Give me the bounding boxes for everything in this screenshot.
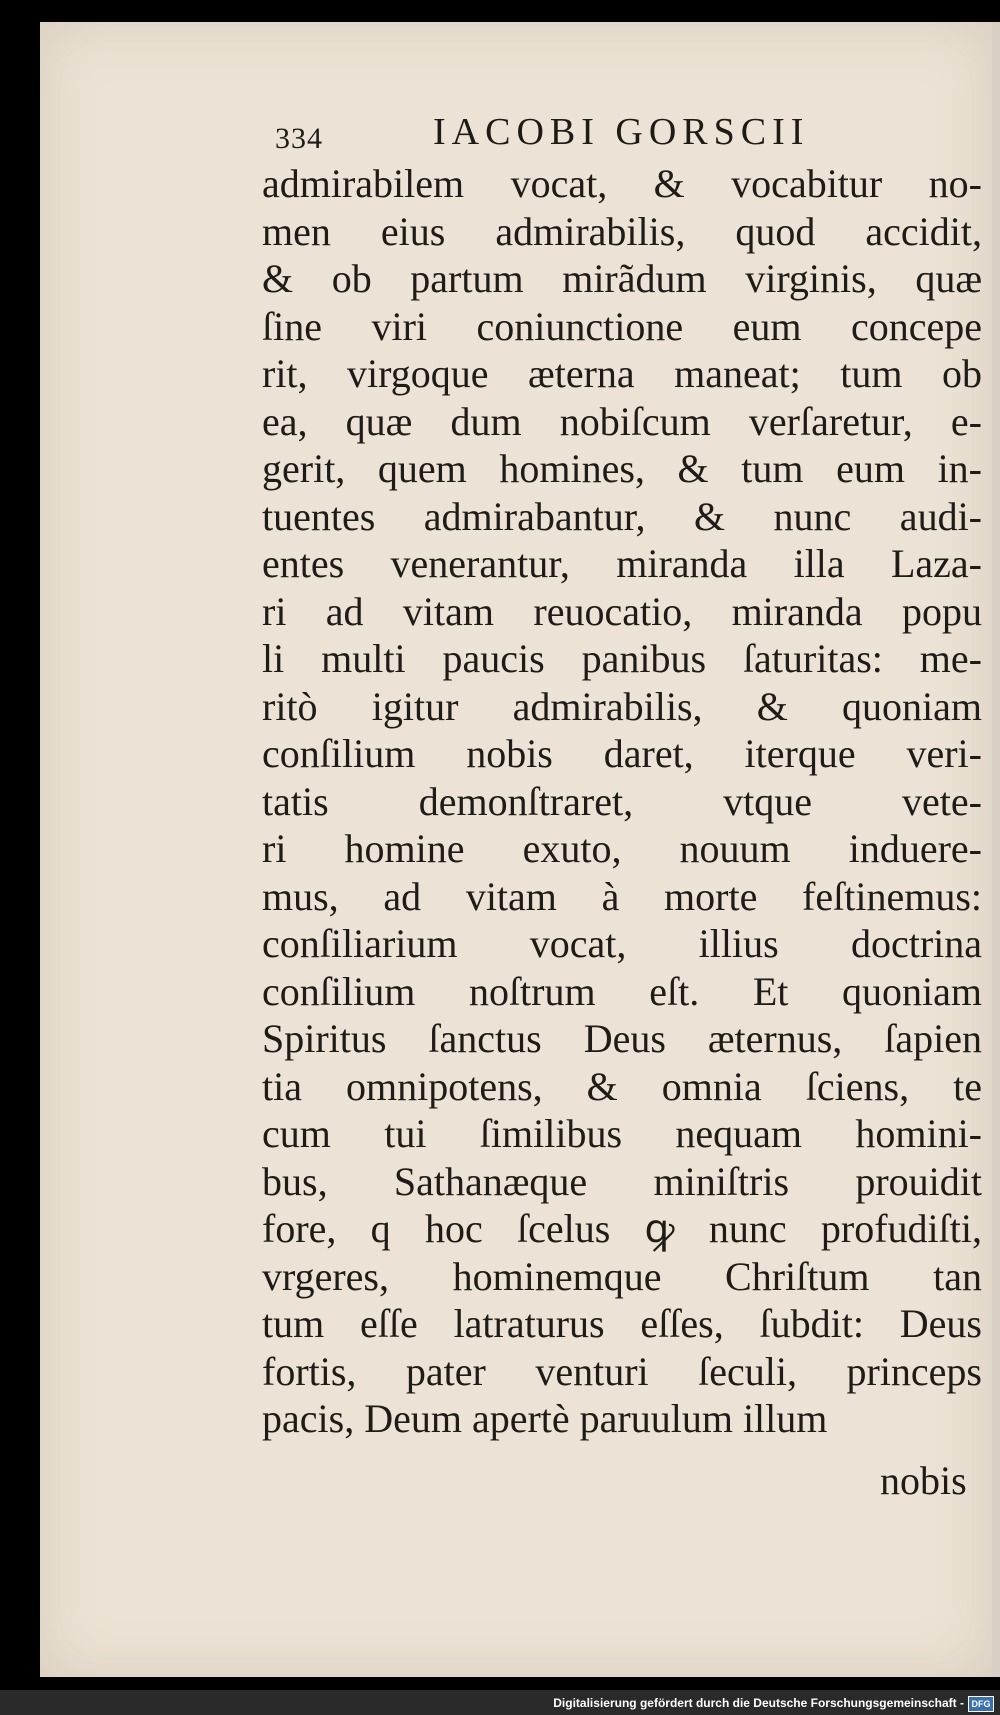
text-line: entes venerantur, miranda illa Laza- (262, 541, 982, 586)
text-line: fore, q hoc ſcelus ꝙ nunc profudiſti, (262, 1206, 982, 1251)
text-line: conſiliarium vocat, illius doctrina (262, 921, 982, 966)
text-line: tatis demonſtraret, vtque vete- (262, 778, 982, 824)
text-line: & ob partum mirãdum virginis, quæ (262, 256, 982, 301)
text-line: fortis, pater venturi ſeculi, princeps (262, 1348, 982, 1394)
funding-footer (0, 1692, 996, 1714)
text-line: rit, virgoque æterna maneat; tum ob (262, 351, 982, 396)
text-line: vrgeres, hominemque Chriſtum tan (262, 1253, 982, 1299)
text-line: ri ad vitam reuocatio, miranda popu (262, 588, 982, 634)
text-line: li multi paucis panibus ſaturitas: me- (262, 636, 982, 681)
running-head: IACOBI GORSCII (433, 111, 810, 153)
text-line: tum eſſe latraturus eſſes, ſubdit: Deus (262, 1301, 982, 1346)
page-number: 334 (275, 122, 323, 155)
text-line: ea, quæ dum nobiſcum verſaretur, e- (262, 398, 982, 444)
text-line: ri homine exuto, nouum induere- (262, 826, 982, 871)
catchword: nobis (880, 1458, 967, 1503)
text-line: tuentes admirabantur, & nunc audi- (262, 493, 982, 539)
text-line: conſilium noſtrum eſt. Et quoniam (262, 968, 982, 1014)
page-edge (992, 22, 1000, 1677)
text-line: pacis, Deum apertè paruulum illum (262, 1396, 828, 1441)
text-line: tia omnipotens, & omnia ſciens, te (262, 1063, 982, 1109)
text-line: ritò igitur admirabilis, & quoniam (262, 683, 982, 729)
dfg-logo-icon: DFG (968, 1696, 994, 1712)
text-line: ſine viri coniunctione eum concepe (262, 303, 982, 349)
page-header (275, 108, 835, 156)
text-line: men eius admirabilis, quod accidit, (262, 208, 982, 254)
body-text (262, 160, 982, 1443)
text-line: mus, ad vitam à morte feſtinemus: (262, 873, 982, 919)
text-line: bus, Sathanæque miniſtris prouidit (262, 1158, 982, 1204)
funding-note: Digitalisierung gefördert durch die Deutsche Forschungsgemeinschaft - (553, 1696, 964, 1710)
text-line: Spiritus ſanctus Deus æternus, ſapien (262, 1016, 982, 1061)
text-line: gerit, quem homines, & tum eum in- (262, 446, 982, 491)
text-line: conſilium nobis daret, iterque veri- (262, 731, 982, 776)
text-line: cum tui ſimilibus nequam homini- (262, 1111, 982, 1156)
text-line: admirabilem vocat, & vocabitur no- (262, 161, 982, 206)
